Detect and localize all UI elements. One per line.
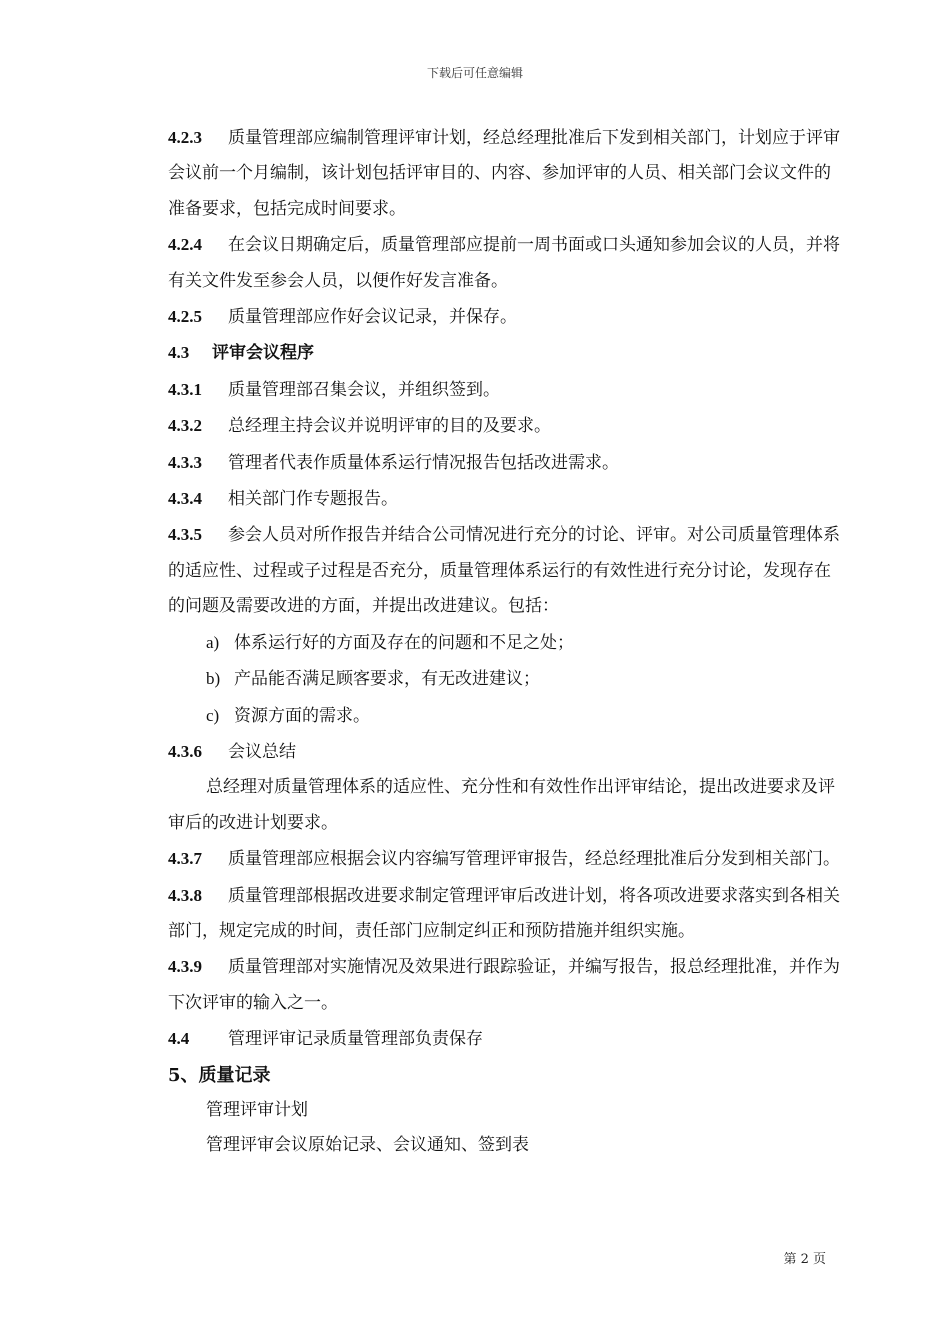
clause-text: 在会议日期确定后，质量管理部应提前一周书面或口头通知参加会议的人员，并将有关文件发至参会人员，以便作好发言准备。 xyxy=(168,235,840,291)
clause-number: 4.3.6 xyxy=(168,741,202,761)
clause-text: 管理者代表作质量体系运行情况报告包括改进需求。 xyxy=(228,452,619,473)
clause-4-3-4 xyxy=(168,481,840,517)
clause-text: 会议总结 xyxy=(228,741,296,762)
clause-number: 4.3.4 xyxy=(168,489,202,509)
clause-4-4 xyxy=(168,1021,840,1057)
clause-text: 质量管理部召集会议，并组织签到。 xyxy=(228,379,500,400)
document-body xyxy=(168,120,840,1164)
clause-number: 4.2.4 xyxy=(168,235,202,255)
clause-number: 4.2.3 xyxy=(168,128,202,147)
clause-number: 4.3.7 xyxy=(168,849,202,869)
section-5-heading: 5、质量记录 xyxy=(168,1064,271,1086)
clause-number: 4.3.1 xyxy=(168,379,202,399)
clause-number: 4.3.3 xyxy=(168,452,202,472)
clause-text: 质量管理部应作好会议记录，并保存。 xyxy=(228,307,517,328)
clause-4-2-4 xyxy=(168,227,840,299)
record-item: 管理评审会议原始记录、会议通知、签到表 xyxy=(206,1135,529,1156)
list-marker: c) xyxy=(206,705,220,725)
list-text: 产品能否满足顾客要求，有无改进建议； xyxy=(234,669,540,690)
list-item-c xyxy=(168,698,840,734)
clause-number: 4.2.5 xyxy=(168,307,202,327)
clause-text: 质量管理部对实施情况及效果进行跟踪验证，并编写报告，报总经理批准，并作为下次评审的输入之一。 xyxy=(168,957,840,1013)
page-number: 第 2 页 xyxy=(783,1252,826,1267)
clause-number: 4.3.9 xyxy=(168,957,202,977)
list-marker: b) xyxy=(206,669,221,689)
clause-number: 4.3.8 xyxy=(168,885,202,905)
clause-4-3-2 xyxy=(168,408,840,444)
clause-text: 参会人员对所作报告并结合公司情况进行充分的讨论、评审。对公司质量管理体系的适应性、过程或子过程是否充分，质量管理体系运行的有效性进行充分讨论，发现存在的问题及需要改进的方面，并提出改进建议。包括： xyxy=(168,525,840,617)
clause-4-2-3 xyxy=(168,120,840,227)
clause-text: 质量管理部根据改进要求制定管理评审后改进计划，将各项改进要求落实到各相关部门，规定完成的时间，责任部门应制定纠正和预防措施并组织实施。 xyxy=(168,885,840,941)
summary-paragraph: 总经理对质量管理体系的适应性、充分性和有效性作出评审结论，提出改进要求及评审后的改进计划要求。 xyxy=(168,777,835,833)
clause-number: 4.4 xyxy=(168,1029,190,1049)
clause-4-3-7 xyxy=(168,841,840,877)
clause-4-3-6 xyxy=(168,734,840,770)
clause-number: 4.3.5 xyxy=(168,525,202,545)
section-title: 评审会议程序 xyxy=(212,343,314,364)
clause-4-3-9 xyxy=(168,949,840,1021)
list-item-a xyxy=(168,625,840,661)
section-4-3-heading xyxy=(168,335,840,371)
list-item-b xyxy=(168,661,840,697)
clause-text: 管理评审记录质量管理部负责保存 xyxy=(228,1029,483,1050)
page-header: 下载后可任意编辑 xyxy=(426,66,523,80)
clause-number: 4.3.2 xyxy=(168,416,202,436)
clause-4-3-8 xyxy=(168,878,840,950)
section-number: 4.3 xyxy=(168,343,190,363)
clause-text: 质量管理部应编制管理评审计划，经总经理批准后下发到相关部门，计划应于评审会议前一个月编制，该计划包括评审目的、内容、参加评审的人员、相关部门会议文件的准备要求，包括完成时间要求。 xyxy=(168,128,840,219)
clause-4-3-1 xyxy=(168,372,840,408)
record-item: 管理评审计划 xyxy=(206,1099,308,1120)
clause-text: 相关部门作专题报告。 xyxy=(228,489,398,510)
list-marker: a) xyxy=(206,632,220,652)
clause-4-2-5 xyxy=(168,299,840,335)
list-text: 资源方面的需求。 xyxy=(234,705,370,726)
clause-4-3-3 xyxy=(168,445,840,481)
list-text: 体系运行好的方面及存在的问题和不足之处； xyxy=(234,632,574,653)
clause-text: 质量管理部应根据会议内容编写管理评审报告，经总经理批准后分发到相关部门。 xyxy=(228,849,840,870)
clause-4-3-5 xyxy=(168,517,840,624)
clause-text: 总经理主持会议并说明评审的目的及要求。 xyxy=(228,416,551,437)
